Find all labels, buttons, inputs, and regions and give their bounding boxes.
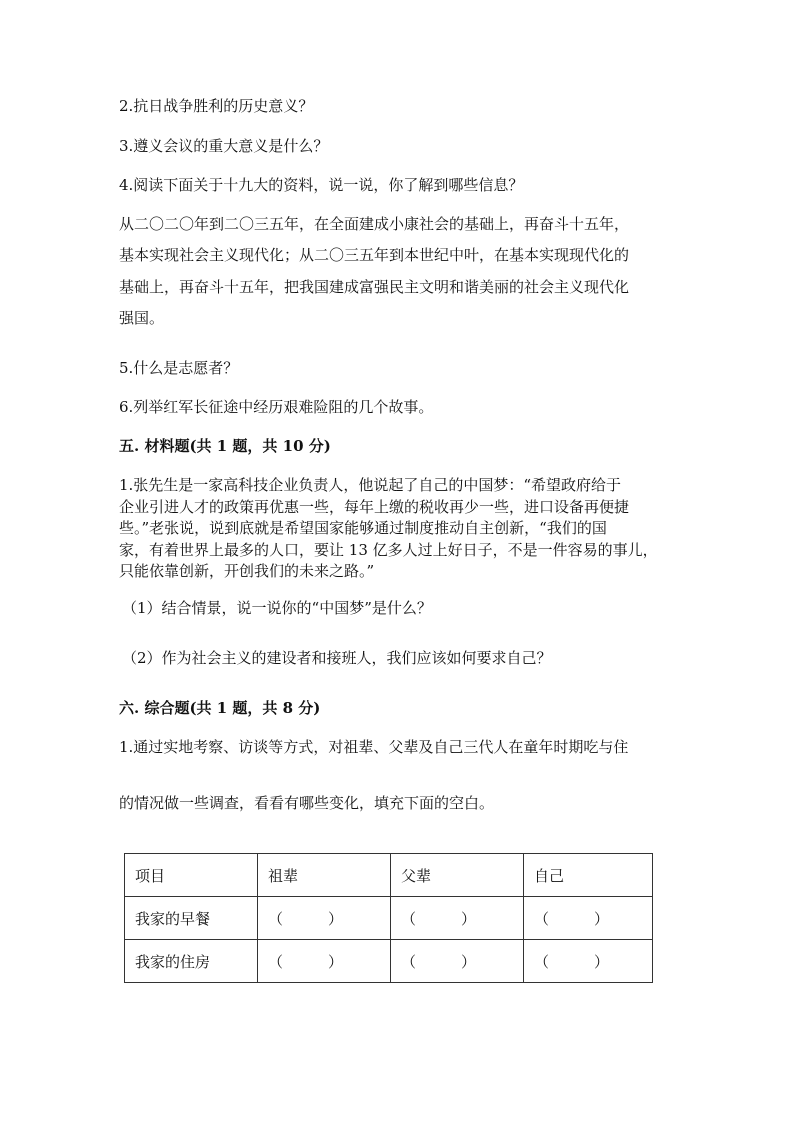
material-line: 1.张先生是一家高科技企业负责人，他说起了自己的中国梦：“希望政府给于 (119, 476, 621, 494)
table-cell-blank[interactable]: （ ） (524, 897, 653, 940)
question-4: 4.阅读下面关于十九大的资料，说一说，你了解到哪些信息？ (119, 176, 524, 194)
table-cell: 我家的早餐 (125, 897, 258, 940)
table-cell-blank[interactable]: （ ） (391, 897, 524, 940)
question-2: 2.抗日战争胜利的历史意义？ (119, 97, 314, 115)
table-cell-blank[interactable]: （ ） (524, 940, 653, 983)
section-6-title: 六. 综合题(共 1 题，共 8 分) (119, 699, 321, 717)
passage-line: 基本实现社会主义现代化；从二〇三五年到本世纪中叶，在基本实现现代化的 (119, 246, 630, 264)
question-3: 3.遵义会议的重大意义是什么？ (119, 137, 329, 155)
table-header-row (125, 854, 653, 897)
section-6-question-line: 1.通过实地考察、访谈等方式，对祖辈、父辈及自己三代人在童年时期吃与住 (119, 738, 629, 756)
table-row (125, 897, 653, 940)
section-6-question-line: 的情况做一些调查，看看有哪些变化，填充下面的空白。 (119, 794, 495, 812)
table-header-cell: 祖辈 (258, 854, 391, 897)
table-row (125, 940, 653, 983)
material-line: 些。”老张说，说到底就是希望国家能够通过制度推动自主创新，“我们的国 (119, 519, 607, 537)
material-line: 家，有着世界上最多的人口，要让 13 亿多人过上好日子，不是一件容易的事儿， (119, 541, 658, 559)
table-cell-blank[interactable]: （ ） (391, 940, 524, 983)
sub-question-1: （1）结合情景，说一说你的“中国梦”是什么？ (122, 599, 432, 617)
section-5-title: 五. 材料题(共 1 题，共 10 分) (119, 437, 331, 455)
question-5: 5.什么是志愿者？ (119, 359, 239, 377)
table-cell-blank[interactable]: （ ） (258, 940, 391, 983)
passage-line: 基础上，再奋斗十五年，把我国建成富强民主文明和谐美丽的社会主义现代化 (119, 278, 630, 296)
survey-table (124, 853, 653, 983)
table-cell-blank[interactable]: （ ） (258, 897, 391, 940)
sub-question-2: （2）作为社会主义的建设者和接班人，我们应该如何要求自己？ (122, 649, 552, 667)
table-header-cell: 项目 (125, 854, 258, 897)
passage-line: 从二〇二〇年到二〇三五年，在全面建成小康社会的基础上，再奋斗十五年， (119, 215, 630, 233)
table-header-cell: 自己 (524, 854, 653, 897)
material-line: 只能依靠创新，开创我们的未来之路。” (119, 562, 375, 580)
question-6: 6.列举红军长征途中经历艰难险阻的几个故事。 (119, 398, 434, 416)
table-cell: 我家的住房 (125, 940, 258, 983)
table-header-cell: 父辈 (391, 854, 524, 897)
passage-line: 强国。 (119, 309, 165, 327)
material-line: 企业引进人才的政策再优惠一些，每年上缴的税收再少一些，进口设备再便捷 (119, 498, 630, 516)
